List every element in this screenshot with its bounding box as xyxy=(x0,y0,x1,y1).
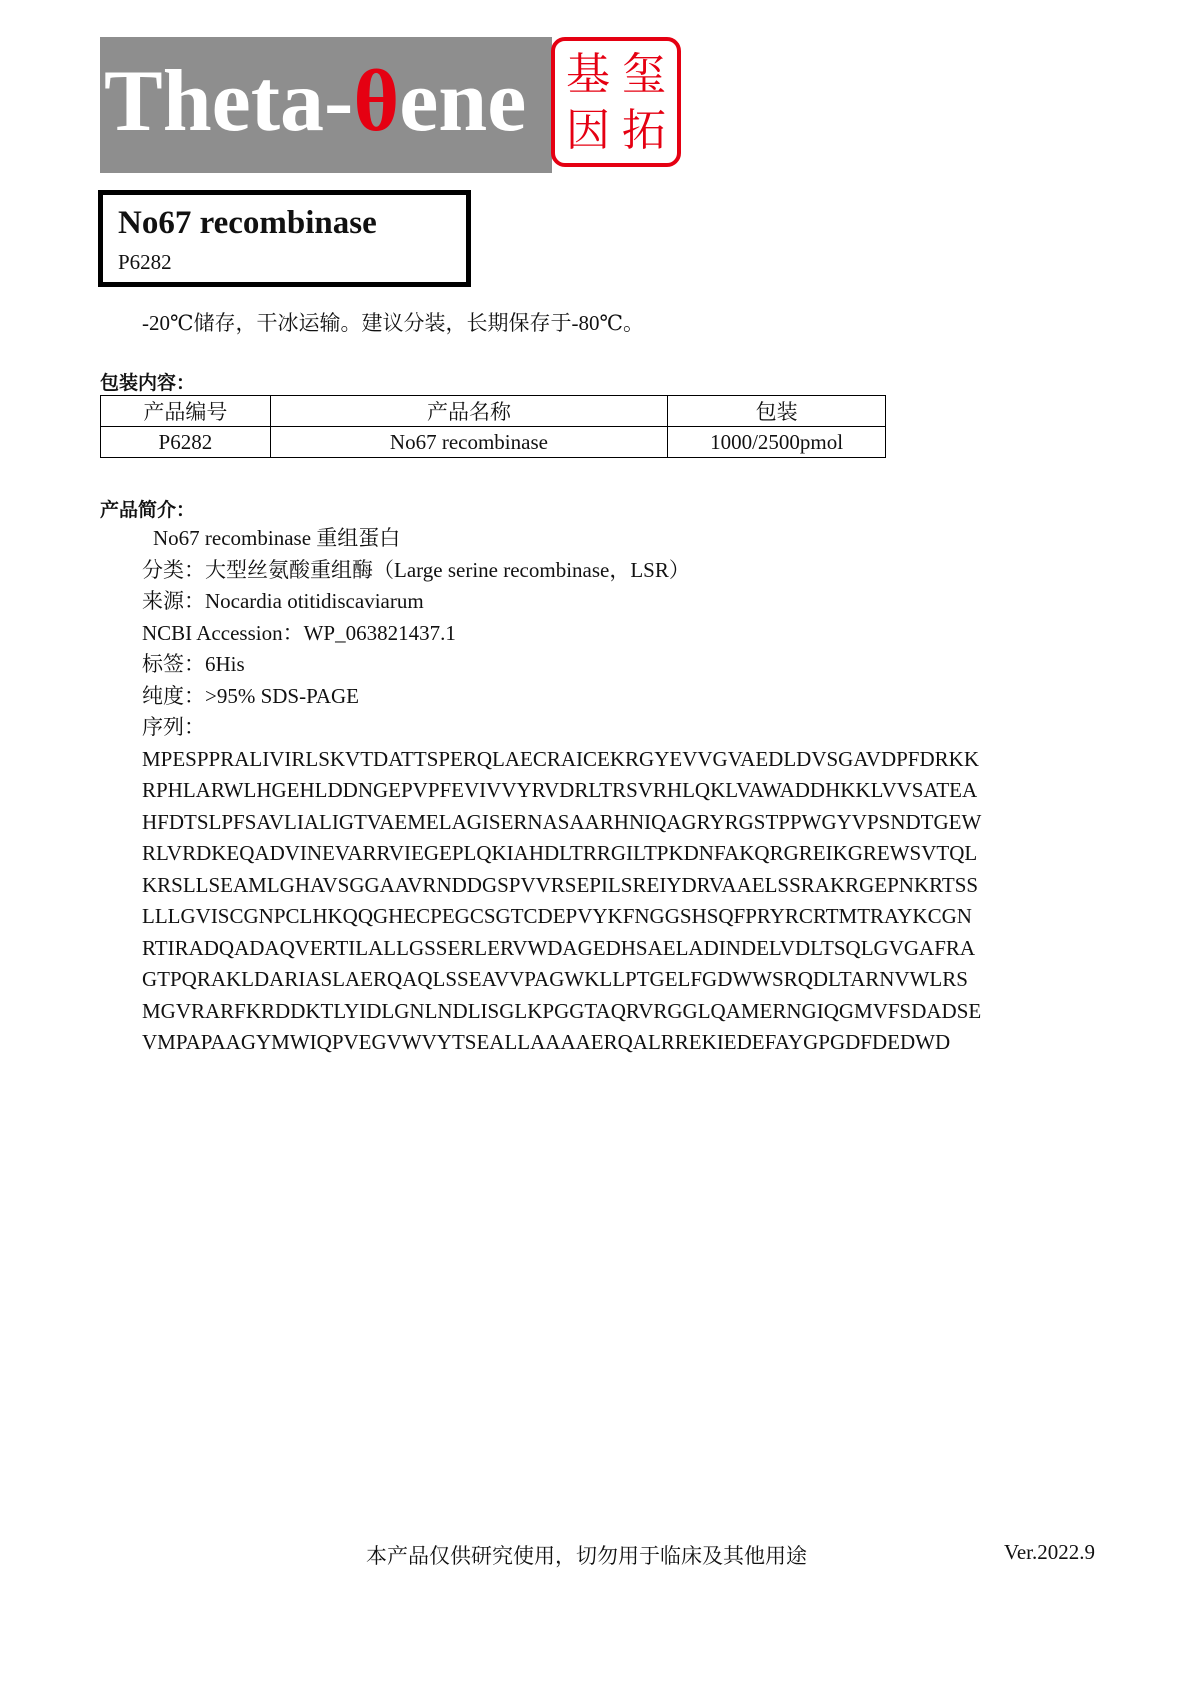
accession-line: NCBI Accession：WP_063821437.1 xyxy=(142,620,456,645)
sequence-line: LLLGVISCGNPCLHKQQGHECPEGCSGTCDEPVYKFNGGSHSQFPRYRCRTMTRAYKCGN xyxy=(142,904,972,928)
column-header: 包装 xyxy=(668,396,886,427)
intro-heading: 产品简介： xyxy=(100,499,196,521)
sequence-line: RPHLARWLHGEHLDDNGEPVPFEVIVVYRVDRLTRSVRHLQKLVAWADDHKKLVVSATEA xyxy=(142,778,978,802)
footer-disclaimer: 本产品仅供研究使用，切勿用于临床及其他用途 xyxy=(366,1544,807,1568)
sequence-label: 序列： xyxy=(142,715,205,739)
seal-char: 拓 xyxy=(622,105,666,156)
seal-char: 基 xyxy=(566,49,610,100)
table-header-row xyxy=(101,396,886,427)
classification-line: 分类：大型丝氨酸重组酶（Large serine recombinase，LSR） xyxy=(142,557,690,582)
sequence-line: RLVRDKEQADVINEVARRVIEGEPLQKIAHDLTRRGILTPKDNFAKQRGREIKGREWSVTQL xyxy=(142,841,978,865)
product-name: No67 recombinase xyxy=(118,205,377,241)
sequence-line: MGVRARFKRDDKTLYIDLGNLNDLISGLKPGGTAQRVRGGLQAMERNGIQGMVFSDADSE xyxy=(142,998,982,1023)
sequence-line: HFDTSLPFSAVLIALIGTVAEMELAGISERNASAARHNIQAGRYRGSTPPWGYVPSNDTGEW xyxy=(142,809,982,834)
packaging-table xyxy=(100,395,886,458)
seal-char: 因 xyxy=(566,105,610,156)
product-code: P6282 xyxy=(118,250,172,274)
brand-logo xyxy=(104,53,527,150)
table-cell: P6282 xyxy=(101,427,271,458)
sequence-line: MPESPPRALIVIRLSKVTDATTSPERQLAECRAICEKRGYEVVGVAEDLDVSGAVDPFDRKK xyxy=(142,746,979,771)
sequence-line: GTPQRAKLDARIASLAERQAQLSSEAVVPAGWKLLPTGELFGDWWSRQDLTARNVWLRS xyxy=(142,967,968,991)
table-row xyxy=(101,427,886,458)
sequence-line: RTIRADQADAQVERTILALLGSSERLERVWDAGEDHSAELADINDELVDLTSQLGVGAFRA xyxy=(142,935,976,960)
column-header: 产品名称 xyxy=(270,396,667,427)
brand-logo-suffix: ene xyxy=(399,53,527,150)
storage-note: -20℃储存，干冰运输。建议分装，长期保存于-80℃。 xyxy=(142,311,644,335)
table-cell: 1000/2500pmol xyxy=(668,427,886,458)
packaging-heading: 包装内容： xyxy=(100,372,196,394)
brand-logo-prefix: Theta- xyxy=(104,53,354,150)
product-intro xyxy=(142,523,981,1059)
intro-title-line: No67 recombinase 重组蛋白 xyxy=(153,526,401,550)
seal-char: 玺 xyxy=(622,49,666,100)
source-line: 来源：Nocardia otitidiscaviarum xyxy=(142,589,424,613)
sequence-line: KRSLLSEAMLGHAVSGGAAVRNDDGSPVVRSEPILSREIYDRVAAELSSRAKRGEPNKRTSS xyxy=(142,872,979,897)
brand-logo-theta: θ xyxy=(353,53,400,150)
product-title-box xyxy=(98,190,471,287)
brand-seal xyxy=(551,37,681,167)
column-header: 产品编号 xyxy=(101,396,271,427)
table-cell: No67 recombinase xyxy=(270,427,667,458)
sequence-line: VMPAPAAGYMWIQPVEGVWVYTSEALLAAAAERQALRREKIEDEFAYGPGDFDEDWD xyxy=(142,1030,951,1054)
purity-line: 纯度：>95% SDS-PAGE xyxy=(142,683,360,708)
tag-line: 标签：6His xyxy=(142,652,245,676)
footer-version: Ver.2022.9 xyxy=(1004,1540,1095,1564)
